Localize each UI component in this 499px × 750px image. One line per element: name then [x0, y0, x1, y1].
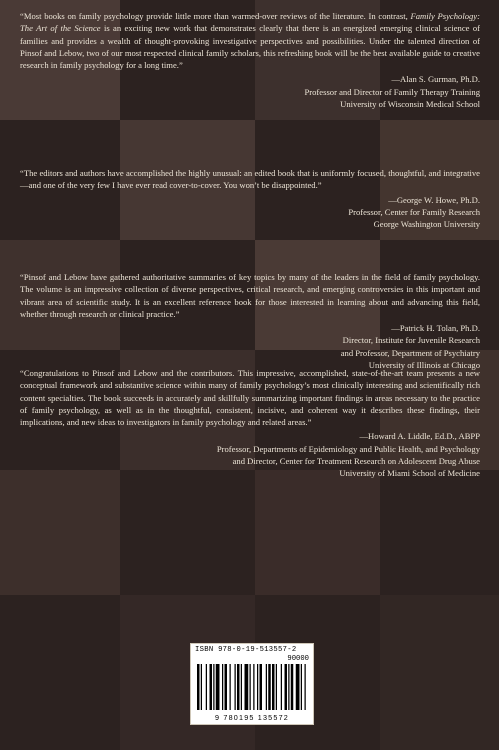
quote-text: “Pinsof and Lebow have gathered authoritative summaries of key topics by many of the leaders in the field of family psychology. The volume is an impressive collection of diverse perspectives, critical research, and emerging controversies in this important and vibrant area of scientific study. It is an excellent reference book for those interested in learning about and advancing this field, whether through research or clinical practice.” — [20, 272, 480, 319]
barcode-bar — [230, 664, 231, 710]
attribution — [20, 73, 480, 110]
isbn-number: ISBN 978-0-19-513557-2 — [195, 646, 297, 654]
barcode-bar — [272, 664, 275, 710]
author-name: —Howard A. Liddle, Ed.D., ABPP — [359, 431, 480, 442]
attribution — [20, 322, 480, 371]
attribution — [20, 194, 480, 231]
author-affiliation: and Professor, Department of Psychiatry — [340, 347, 480, 358]
quote-text: “The editors and authors have accomplished the highly unusual: an edited book that is uniformly focused, thoughtful, and integrative—and one of the very few I have ever read cover-to-cover. You won’t be disappointed.” — [20, 168, 480, 191]
author-name: —George W. Howe, Ph.D. — [388, 194, 480, 205]
barcode-bar — [213, 664, 214, 710]
barcode-bar — [266, 664, 267, 710]
barcode-bar — [241, 664, 242, 710]
quote-text: “Congratulations to Pinsof and Lebow and the contributors. This impressive, accomplished, state-of-the-art team presents a new conceptual framework and substantive science within many of family psychology’s most clinically interesting and scientifically rich content specialties. The book succeeds in accurately and skillfully summarizing important findings in areas necessary to the practice of family psychology, as well as in the thoughtful, consistent, incisive, and coherent way it describes these findings, their implications, and new ideas to investigators in family psychology and related areas.” — [20, 368, 480, 428]
book-title: Family Psychology: The Art of the Science — [20, 11, 480, 34]
barcode-bar — [245, 664, 249, 710]
attribution — [20, 430, 480, 479]
barcode-bar — [201, 664, 202, 710]
barcode-bar — [281, 664, 282, 710]
author-affiliation: and Director, Center for Treatment Research on Adolescent Drug Abuse — [232, 456, 480, 467]
barcode-bar — [225, 664, 228, 710]
author-affiliation: George Washington University — [373, 219, 480, 230]
endorsement-howe — [20, 167, 480, 230]
author-affiliation: Professor, Center for Family Research — [348, 206, 480, 217]
barcode-bar — [285, 664, 288, 710]
quote-text-part: is an exciting new work that demonstrates clearly that there is an energized emerging clinical science of families and provides a wealth of thought-provoking investigative perspectives and possibilities. Under the talented direction of Pinsof and Lebow, two of our most respected clinical family scholars, this refreshing book will be the best available guide to creative research in family psychology for a long time.” — [20, 23, 480, 71]
barcode-bar — [206, 664, 207, 710]
author-affiliation: Professor, Departments of Epidemiology and Public Health, and Psychology — [216, 443, 480, 454]
price-addon-code: 90000 — [287, 655, 309, 663]
barcode-bar — [250, 664, 251, 710]
barcode-bar — [291, 664, 294, 710]
ean-digits: 9 780195 135572 — [215, 713, 289, 722]
barcode-bar — [210, 664, 213, 710]
barcode-bar — [288, 664, 289, 710]
barcode-bar — [296, 664, 300, 710]
barcode-bar — [216, 664, 220, 710]
author-affiliation: Professor and Director of Family Therapy Training — [304, 86, 480, 97]
barcode-bar — [260, 664, 263, 710]
barcode-bar — [276, 664, 277, 710]
endorsement-tolan — [20, 271, 480, 371]
author-affiliation: Director, Institute for Juvenile Research — [342, 335, 480, 346]
author-affiliation: University of Wisconsin Medical School — [340, 99, 480, 110]
author-affiliation: University of Illinois at Chicago — [368, 360, 480, 371]
quote-text — [20, 10, 480, 71]
barcode-bar — [268, 664, 271, 710]
quote-text-part: “Most books on family psychology provide little more than warmed-over reviews of the literature. In contrast, — [20, 11, 411, 21]
barcode-bars-icon — [197, 664, 307, 710]
endorsement-gurman — [20, 10, 480, 110]
barcode-bar — [237, 664, 240, 710]
barcode-bar — [197, 664, 200, 710]
barcode-bar — [301, 664, 302, 710]
barcode-bar — [253, 664, 254, 710]
barcode-label — [190, 643, 314, 725]
barcode-bar — [235, 664, 236, 710]
endorsement-liddle — [20, 367, 480, 480]
barcode-bar — [305, 664, 306, 710]
author-name: —Patrick H. Tolan, Ph.D. — [391, 323, 480, 334]
barcode-bar — [222, 664, 223, 710]
author-affiliation: University of Miami School of Medicine — [339, 468, 480, 479]
barcode-bar — [257, 664, 258, 710]
author-name: —Alan S. Gurman, Ph.D. — [391, 74, 480, 85]
